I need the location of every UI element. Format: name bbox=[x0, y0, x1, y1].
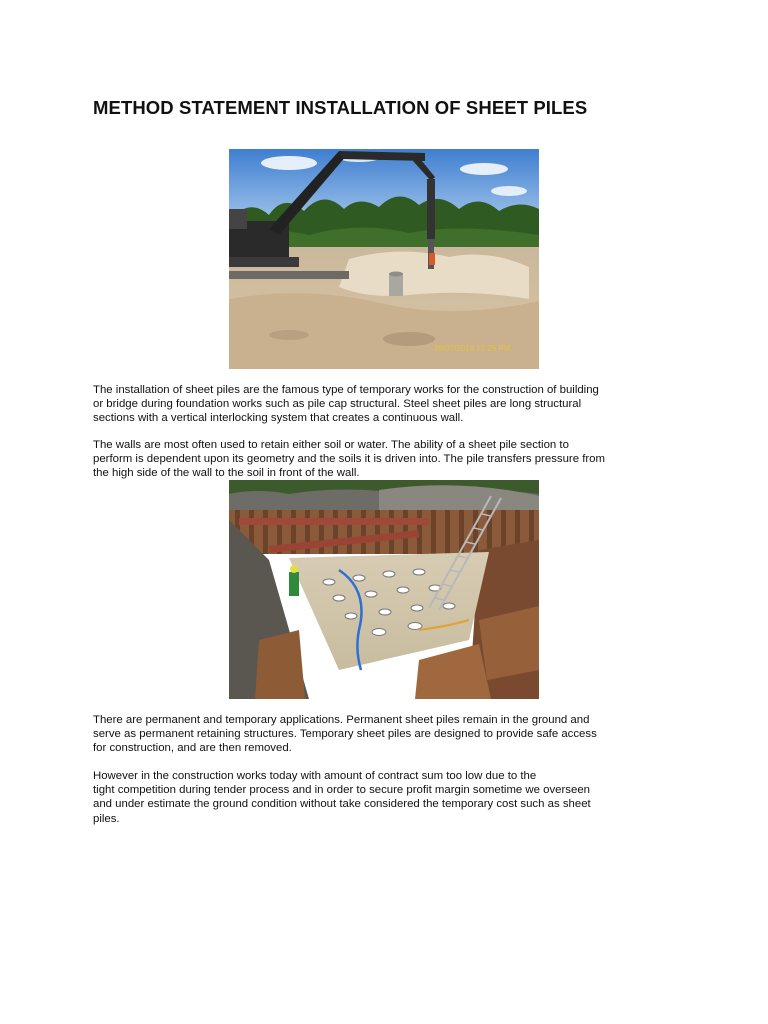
paragraph-applications bbox=[93, 713, 693, 756]
paragraph-line: The installation of sheet piles are the famous type of temporary works for the construction of building bbox=[93, 384, 599, 396]
paragraph-line: for construction, and are then removed. bbox=[93, 742, 292, 755]
photo-timestamp: 29/07/2019 12:25 PM bbox=[434, 344, 511, 353]
document-title: METHOD STATEMENT INSTALLATION OF SHEET PILES bbox=[93, 97, 588, 118]
paragraph-line: sections with a vertical interlocking system that creates a continuous wall. bbox=[93, 412, 464, 425]
paragraph-line: The walls are most often used to retain either soil or water. The ability of a sheet pile section to bbox=[93, 439, 569, 451]
excavator-site-photo bbox=[229, 149, 539, 369]
paragraph-line: or bridge during foundation works such as pile cap structural. Steel sheet piles are long structural bbox=[93, 398, 582, 411]
paragraph-installation bbox=[93, 383, 693, 426]
paragraph-line: serve as permanent retaining structures. Temporary sheet piles are designed to provide safe access bbox=[93, 728, 597, 741]
paragraph-contract bbox=[93, 769, 693, 826]
paragraph-line: perform is dependent upon its geometry and the soils it is driven into. The pile transfers pressure from bbox=[93, 453, 605, 466]
cofferdam-excavation-photo bbox=[229, 480, 539, 699]
paragraph-line: piles. bbox=[93, 812, 120, 825]
paragraph-line: However in the construction works today with amount of contract sum too low due to the bbox=[93, 770, 537, 782]
paragraph-line: There are permanent and temporary applications. Permanent sheet piles remain in the ground and bbox=[93, 714, 590, 726]
paragraph-line: tight competition during tender process and in order to secure profit margin sometime we overseen bbox=[93, 784, 591, 797]
paragraph-walls bbox=[93, 438, 693, 481]
paragraph-line: the high side of the wall to the soil in front of the wall. bbox=[93, 467, 360, 480]
paragraph-line: and under estimate the ground condition without take considered the temporary cost such as sheet bbox=[93, 798, 591, 811]
